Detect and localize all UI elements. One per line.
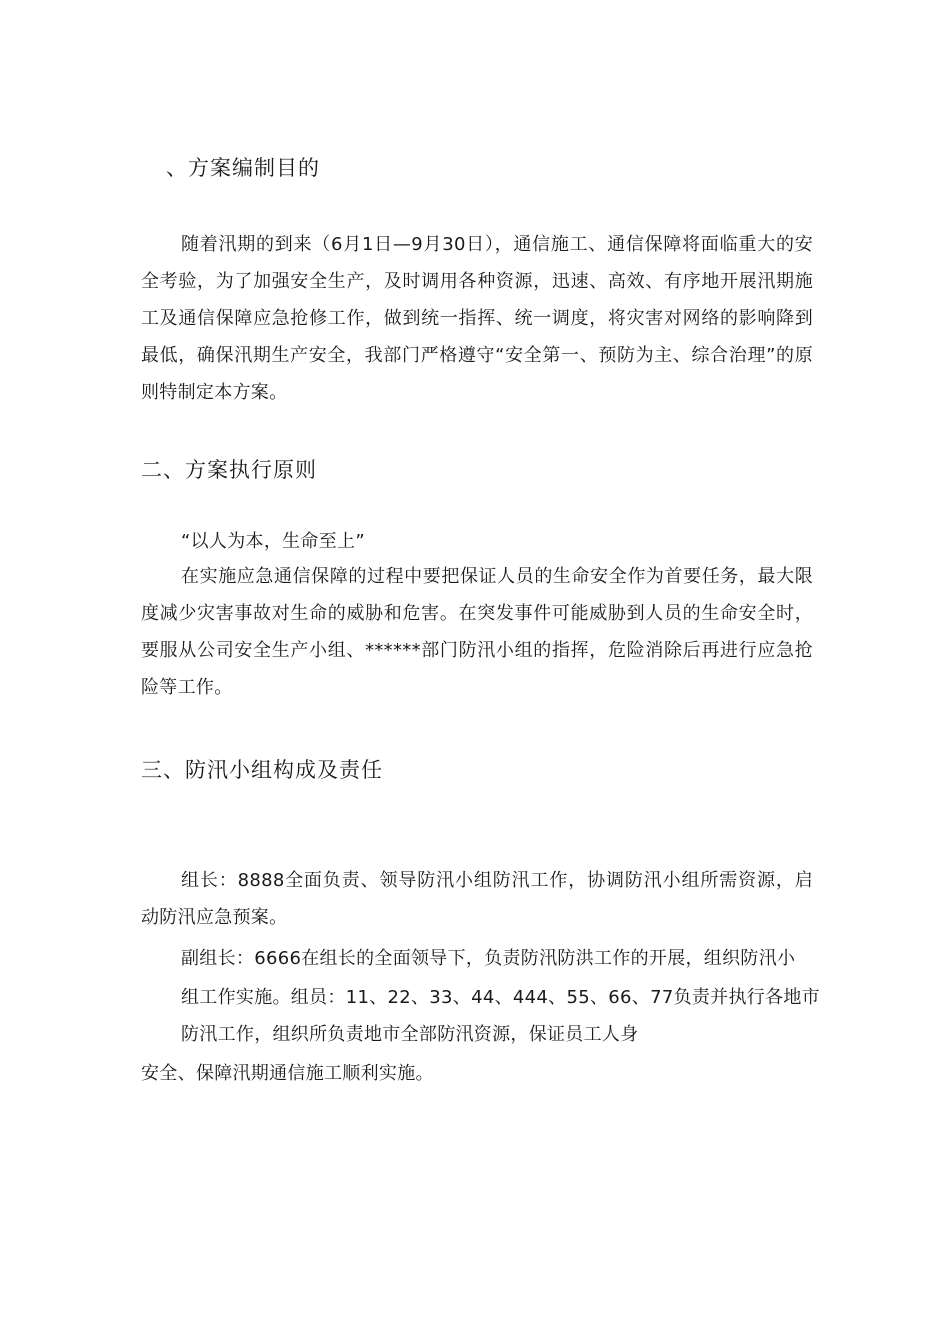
section-2-subtitle: “以人为本，生命至上” <box>181 531 365 552</box>
section-2-paragraph: 在实施应急通信保障的过程中要把保证人员的生命安全作为首要任务，最大限度减少灾害事故对生命的威胁和危害。在突发事件可能威胁到人员的生命安全时，要服从公司安全生产小组、******部门防汛小组的指挥，危险消除后再进行应急抢险等工作。 <box>141 566 813 698</box>
section-2-heading: 二、方案执行原则 <box>141 458 317 482</box>
section-1-paragraph: 随着汛期的到来（6月1日—9月30日），通信施工、通信保障将面临重大的安全考验，为了加强安全生产，及时调用各种资源，迅速、高效、有序地开展汛期施工及通信保障应急抢修工作，做到统一指挥、统一调度，将灾害对网络的影响降到最低，确保汛期生产安全，我部门严格遵守“安全第一、预防为主、综合治理”的原则特制定本方案。 <box>141 234 813 403</box>
deputy-line-4: 安全、保障汛期通信施工顺利实施。 <box>141 1063 434 1084</box>
leader-paragraph: 组长：8888全面负责、领导防汛小组防汛工作，协调防汛小组所需资源，启动防汛应急预案。 <box>141 870 813 928</box>
deputy-line-2: 组工作实施。组员：11、22、33、44、444、55、66、77负责并执行各地市 <box>181 987 820 1008</box>
section-3-heading: 三、防汛小组构成及责任 <box>141 758 383 782</box>
deputy-line-1: 副组长：6666在组长的全面领导下，负责防汛防洪工作的开展，组织防汛小 <box>181 948 796 969</box>
deputy-line-3: 防汛工作，组织所负责地市全部防汛资源，保证员工人身 <box>181 1024 639 1045</box>
section-1-heading: 、方案编制目的 <box>166 156 320 180</box>
